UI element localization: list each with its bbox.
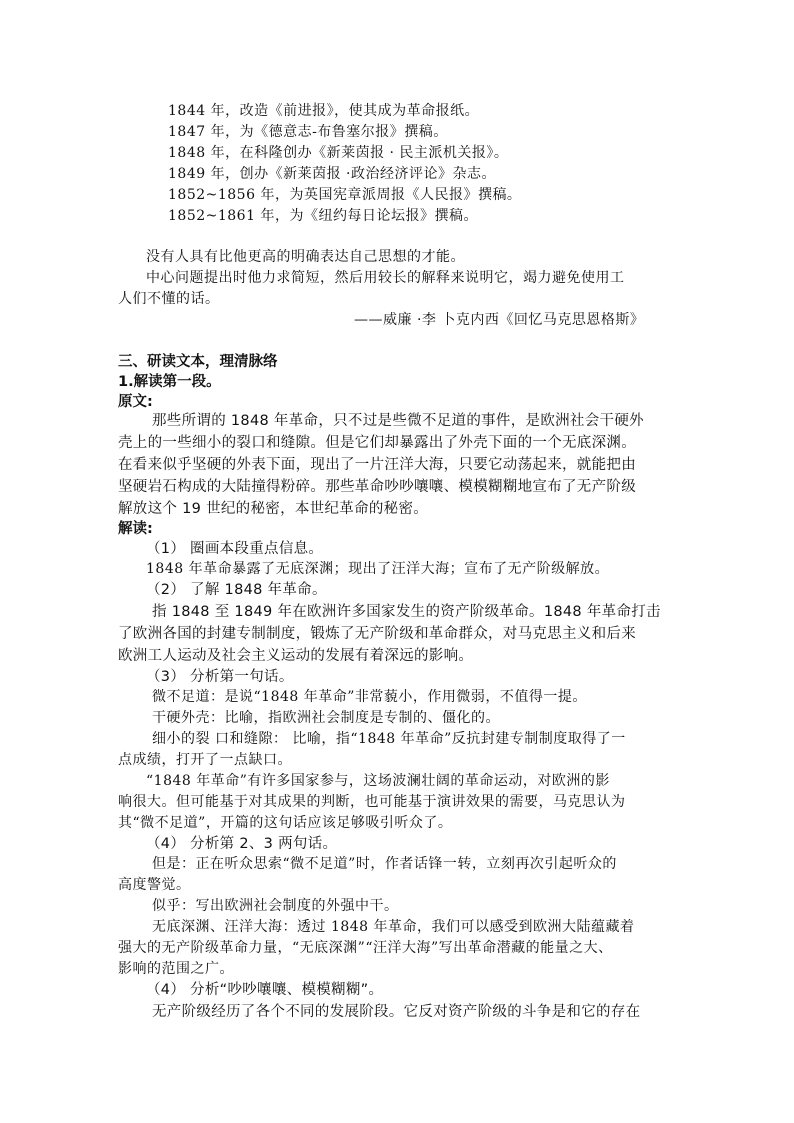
original-text-line: 坚硬岩石构成的大陆撞得粉碎。那些革命吵吵嚷嚷、模模糊糊地宣布了无产阶级 xyxy=(118,479,636,495)
point-text: 指 1848 至 1849 年在欧洲许多国家发生的资产阶级革命。1848 年革命打击 xyxy=(152,604,661,620)
original-text-line: 在看来似乎坚硬的外表下面，现出了一片汪洋大海，只要它动荡起来，就能把由 xyxy=(118,457,636,473)
subsection-heading: 1.解读第一段。 xyxy=(118,374,221,390)
timeline-item: 1852~1861 年，为《纽约每日论坛报》撰稿。 xyxy=(168,208,478,224)
analysis-label: 解读: xyxy=(118,521,153,537)
point-title: （2） 了解 1848 年革命。 xyxy=(146,582,327,598)
point-text: 微不足道：是说“1848 年革命”非常藐小，作用微弱，不值得一提。 xyxy=(152,689,587,705)
point-text: 欧洲工人运动及社会主义运动的发展有着深远的影响。 xyxy=(118,648,474,664)
point-text: 无产阶级经历了各个不同的发展阶段。它反对资产阶级的斗争是和它的存在 xyxy=(152,1004,641,1020)
point-text: 无底深渊、汪洋大海：透过 1848 年革命，我们可以感受到欧洲大陆蕴藏着 xyxy=(152,919,635,935)
point-text: 细小的裂 口和缝隙： 比喻，指“1848 年革命”反抗封建专制制度取得了一 xyxy=(152,731,626,747)
quote-line: 中心问题提出时他力求简短，然后用较长的解释来说明它，竭力避免使用工 xyxy=(146,270,625,286)
quote-line: 没有人具有比他更高的明确表达自己思想的才能。 xyxy=(146,249,465,265)
timeline-item: 1852~1856 年，为英国宪章派周报《人民报》撰稿。 xyxy=(168,187,522,203)
point-title: （4） 分析第 2、3 两句话。 xyxy=(146,836,338,852)
point-title: （4） 分析“吵吵嚷嚷、模模糊糊”。 xyxy=(146,982,384,998)
timeline-item: 1849 年，创办《新莱茵报 ·政治经济评论》杂志。 xyxy=(168,166,496,182)
point-text: 点成绩，打开了一点缺口。 xyxy=(118,752,292,768)
point-text: 高度警觉。 xyxy=(118,877,191,893)
quote-line: 人们不懂的话。 xyxy=(118,291,220,307)
original-text-line: 壳上的一些细小的裂口和缝隙。但是它们却暴露出了外壳下面的一个无底深渊。 xyxy=(118,435,636,451)
original-text-line: 解放这个 19 世纪的秘密，本世纪革命的秘密。 xyxy=(118,501,429,517)
point-text: 干硬外壳：比喻，指欧洲社会制度是专制的、僵化的。 xyxy=(152,710,500,726)
point-text: “1848 年革命”有许多国家参与，这场波澜壮阔的革命运动，对欧洲的影 xyxy=(146,773,610,789)
point-title: （1） 圈画本段重点信息。 xyxy=(146,541,324,557)
original-text-line: 那些所谓的 1848 年革命，只不过是些微不足道的事件，是欧洲社会干硬外 xyxy=(152,413,644,429)
point-text: 响很大。但可能基于对其成果的判断，也可能基于演讲效果的需要，马克思认为 xyxy=(118,794,626,810)
point-text: 1848 年革命暴露了无底深渊；现出了汪洋大海；宣布了无产阶级解放。 xyxy=(146,561,610,577)
timeline-item: 1844 年，改造《前进报》，使其成为革命报纸。 xyxy=(168,103,480,119)
point-text: 似乎：写出欧洲社会制度的外强中干。 xyxy=(152,898,399,914)
timeline-item: 1847 年，为《德意志-布鲁塞尔报》撰稿。 xyxy=(168,124,448,140)
section-heading: 三、研读文本，理清脉络 xyxy=(118,354,278,370)
point-text: 了欧洲各国的封建专制制度，锻炼了无产阶级和革命群众，对马克思主义和后来 xyxy=(118,626,636,642)
point-text: 影响的范围之广。 xyxy=(118,961,234,977)
quote-source: ——威廉 ·李 卜克内西《回忆马克思恩格斯》 xyxy=(354,312,645,328)
point-title: （3） 分析第一句话。 xyxy=(146,669,294,685)
original-label: 原文: xyxy=(118,394,153,410)
point-text: 但是：正在听众思索“微不足道”时，作者话锋一转，立刻再次引起听众的 xyxy=(152,856,617,872)
point-text: 强大的无产阶级革命力量，“无底深渊”“汪洋大海”写出革命潜藏的能量之大、 xyxy=(118,940,613,956)
point-text: 其“微不足道”，开篇的这句话应该足够吸引听众了。 xyxy=(118,815,453,831)
timeline-item: 1848 年，在科隆创办《新莱茵报 · 民主派机关报》。 xyxy=(168,145,509,161)
